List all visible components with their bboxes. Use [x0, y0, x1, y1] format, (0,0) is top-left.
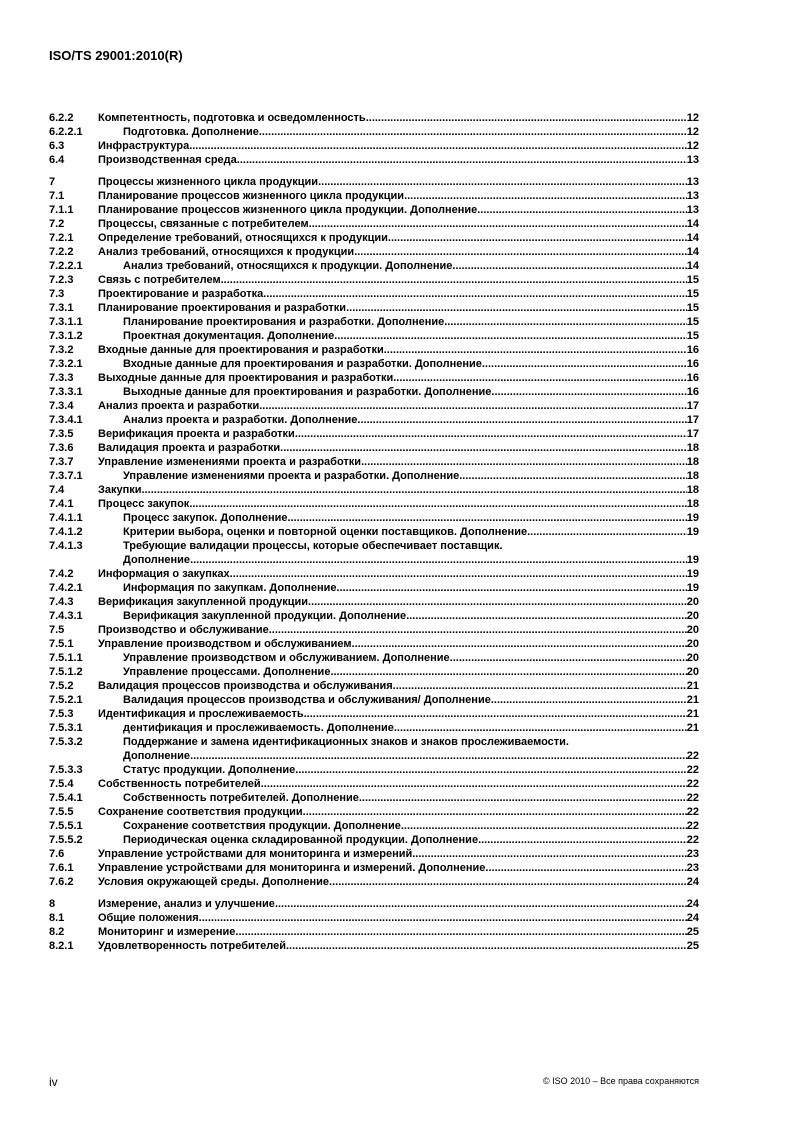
toc-entry-title: Планирование процессов жизненного цикла продукции. Дополнение — [98, 204, 478, 216]
dot-leader — [318, 175, 687, 189]
toc-entry-number: 7.4 — [49, 484, 65, 496]
toc-entry-number: 7 — [49, 176, 56, 188]
toc-entry-page: 19 — [686, 526, 699, 538]
toc-entry-page: 22 — [686, 750, 699, 762]
toc-entry-page: 15 — [686, 316, 699, 328]
toc-entry-number: 7.3.4.1 — [49, 414, 83, 426]
toc-entry-number: 7.3.1 — [49, 302, 74, 314]
toc-entry-number: 7.1 — [49, 190, 65, 202]
toc-entry-title: Процесс закупок — [98, 498, 190, 510]
toc-entry-number: 7.4.1 — [49, 498, 74, 510]
toc-entry-number: 7.5.1.2 — [49, 666, 83, 678]
toc-entry[interactable] — [49, 567, 699, 581]
toc-entry-page: 24 — [686, 898, 699, 910]
toc-entry-title-continued: Дополнение — [123, 750, 191, 762]
toc-entry-number: 7.4.1.1 — [49, 512, 83, 524]
dot-leader — [485, 861, 686, 875]
toc-entry-title: Собственность потребителей. Дополнение — [123, 792, 359, 804]
dot-leader — [303, 805, 687, 819]
toc-entry-page: 12 — [686, 140, 699, 152]
toc-entry-title: Управление устройствами для мониторинга и измерений — [98, 848, 413, 860]
toc-entry-title: Сохранение соответствия продукции. Дополнение — [123, 820, 401, 832]
toc-entry-number: 6.2.2.1 — [49, 126, 83, 138]
dot-leader — [450, 651, 687, 665]
toc-entry-number: 7.5.5.2 — [49, 834, 83, 846]
dot-leader — [275, 897, 687, 911]
toc-entry-title: Входные данные для проектирования и разработки. Дополнение — [123, 358, 482, 370]
toc-entry-title: Общие положения — [98, 912, 199, 924]
document-header: ISO/TS 29001:2010(R) — [49, 48, 183, 63]
dot-leader — [393, 679, 687, 693]
toc-entry-title: Поддержание и замена идентификационных знаков и знаков прослеживаемости. — [123, 736, 569, 748]
dot-leader — [527, 525, 687, 539]
toc-entry-number: 7.6.2 — [49, 876, 74, 888]
toc-entry-number: 7.2.1 — [49, 232, 74, 244]
toc-entry[interactable] — [49, 525, 699, 539]
toc-entry[interactable] — [49, 287, 699, 301]
toc-entry-number: 7.4.2.1 — [49, 582, 83, 594]
toc-entry-page: 20 — [686, 638, 699, 650]
toc-entry-number: 7.2.2 — [49, 246, 74, 258]
toc-entry[interactable] — [49, 245, 699, 259]
toc-entry-page: 16 — [686, 344, 699, 356]
toc-entry[interactable] — [49, 791, 699, 805]
toc-entry[interactable] — [49, 399, 699, 413]
toc-entry-number: 7.2.2.1 — [49, 260, 83, 272]
toc-entry-page: 23 — [686, 848, 699, 860]
dot-leader — [309, 217, 687, 231]
toc-entry-title: Собственность потребителей — [98, 778, 261, 790]
copyright-notice: © ISO 2010 – Все права сохраняются — [542, 1076, 699, 1086]
toc-entry-title: Информация о закупках — [98, 568, 230, 580]
dot-leader — [334, 329, 686, 343]
dot-leader — [259, 125, 687, 139]
dot-leader — [261, 777, 687, 791]
dot-leader — [286, 939, 687, 953]
toc-entry-number: 8.2 — [49, 926, 65, 938]
dot-leader — [295, 763, 686, 777]
toc-entry-number: 7.3.1.2 — [49, 330, 83, 342]
dot-leader — [459, 469, 687, 483]
toc-entry-title: Подготовка. Дополнение — [123, 126, 259, 138]
toc-entry-number: 7.3.6 — [49, 442, 74, 454]
toc-entry-title: Производство и обслуживание — [98, 624, 269, 636]
toc-entry-title: Проектирование и разработка — [98, 288, 264, 300]
dot-leader — [280, 441, 687, 455]
toc-entry[interactable] — [49, 875, 699, 889]
toc-entry-number: 7.5.3.3 — [49, 764, 83, 776]
dot-leader — [190, 553, 687, 567]
toc-entry[interactable] — [49, 637, 699, 651]
toc-entry-page: 16 — [686, 358, 699, 370]
toc-entry-page: 15 — [686, 274, 699, 286]
toc-entry-page: 24 — [686, 876, 699, 888]
toc-entry[interactable] — [49, 651, 699, 665]
toc-entry-title: Процесс закупок. Дополнение — [123, 512, 288, 524]
toc-entry[interactable] — [49, 679, 699, 693]
toc-entry-number: 7.4.3.1 — [49, 610, 83, 622]
toc-entry-number: 7.5.1 — [49, 638, 74, 650]
toc-entry-title: Валидация проекта и разработки — [98, 442, 281, 454]
toc-entry-number: 7.5.3.1 — [49, 722, 83, 734]
toc-entry[interactable] — [49, 763, 699, 777]
toc-entry-number: 7.3.7 — [49, 456, 74, 468]
toc-entry-page: 14 — [686, 218, 699, 230]
toc-entry-page: 15 — [686, 302, 699, 314]
toc-entry-page: 20 — [686, 624, 699, 636]
toc-entry-title: Сохранение соответствия продукции — [98, 806, 303, 818]
toc-entry-number: 7.4.3 — [49, 596, 74, 608]
dot-leader — [406, 609, 687, 623]
toc-entry[interactable] — [49, 441, 699, 455]
dot-leader — [295, 427, 687, 441]
toc-entry-title: Управление изменениями проекта и разработки. Дополнение — [123, 470, 460, 482]
dot-leader — [361, 455, 687, 469]
toc-entry-number: 7.3.3.1 — [49, 386, 83, 398]
dot-leader — [393, 371, 687, 385]
toc-entry-number: 7.5.4.1 — [49, 792, 83, 804]
toc-entry-page: 13 — [686, 154, 699, 166]
toc-entry-title: Планирование процессов жизненного цикла продукции — [98, 190, 405, 202]
toc-entry-title: Проектная документация. Дополнение — [123, 330, 335, 342]
toc-entry-number: 7.3 — [49, 288, 65, 300]
dot-leader — [401, 819, 687, 833]
toc-entry-title: Анализ требований, относящихся к продукции. Дополнение — [123, 260, 453, 272]
toc-entry-number: 6.4 — [49, 154, 65, 166]
dot-leader — [452, 259, 686, 273]
toc-entry-page: 21 — [686, 708, 699, 720]
toc-entry-number: 7.3.4 — [49, 400, 74, 412]
dot-leader — [412, 847, 687, 861]
toc-entry-number: 8.2.1 — [49, 940, 74, 952]
toc-entry-title: Статус продукции. Дополнение — [123, 764, 296, 776]
toc-entry[interactable] — [49, 139, 699, 153]
toc-entry-title: Анализ проекта и разработки. Дополнение — [123, 414, 358, 426]
toc-entry[interactable] — [49, 273, 699, 287]
toc-entry[interactable] — [49, 925, 699, 939]
toc-entry-number: 7.5.2 — [49, 680, 74, 692]
dot-leader — [142, 483, 687, 497]
dot-leader — [404, 189, 687, 203]
toc-entry-title: Управление изменениями проекта и разработки — [98, 456, 362, 468]
toc-entry[interactable] — [49, 897, 699, 911]
toc-entry-page: 22 — [686, 764, 699, 776]
dot-leader — [491, 385, 686, 399]
toc-entry-title: Анализ требований, относящихся к продукции — [98, 246, 355, 258]
toc-entry[interactable] — [49, 911, 699, 925]
toc-entry-number: 7.2 — [49, 218, 65, 230]
toc-entry-title: Управление производством и обслуживанием — [98, 638, 352, 650]
toc-entry-title: Производственная среда — [98, 154, 237, 166]
toc-entry-number: 7.4.1.2 — [49, 526, 83, 538]
toc-entry[interactable] — [49, 609, 699, 623]
toc-entry-number: 7.5.5 — [49, 806, 74, 818]
toc-entry-page: 25 — [686, 926, 699, 938]
toc-entry[interactable] — [49, 735, 699, 763]
toc-entry-number: 7.3.1.1 — [49, 316, 83, 328]
toc-entry-title: Входные данные для проектирования и разработки — [98, 344, 384, 356]
dot-leader — [444, 315, 687, 329]
toc-entry-number: 8.1 — [49, 912, 65, 924]
toc-entry-title: Определение требований, относящихся к продукции — [98, 232, 388, 244]
dot-leader — [199, 911, 687, 925]
dot-leader — [304, 707, 687, 721]
toc-entry-number: 7.3.2.1 — [49, 358, 83, 370]
toc-entry-number: 7.5.1.1 — [49, 652, 83, 664]
toc-entry[interactable] — [49, 329, 699, 343]
toc-entry-page: 17 — [686, 428, 699, 440]
toc-entry-title: Идентификация и прослеживаемость — [98, 708, 304, 720]
dot-leader — [384, 343, 687, 357]
dot-leader — [478, 833, 687, 847]
dot-leader — [221, 273, 687, 287]
toc-entry-title: дентификация и прослеживаемость. Дополнение — [123, 722, 394, 734]
toc-entry-number: 7.5.2.1 — [49, 694, 83, 706]
toc-entry-page: 21 — [686, 694, 699, 706]
toc-entry-page: 22 — [686, 778, 699, 790]
toc-entry-page: 21 — [686, 680, 699, 692]
toc-entry-page: 23 — [686, 862, 699, 874]
toc-entry-title: Закупки — [98, 484, 142, 496]
toc-entry-title: Планирование проектирования и разработки — [98, 302, 347, 314]
toc-entry-title: Компетентность, подготовка и осведомленность — [98, 112, 366, 124]
toc-entry[interactable] — [49, 469, 699, 483]
toc-entry-number: 7.4.2 — [49, 568, 74, 580]
toc-entry-title: Информация по закупкам. Дополнение — [123, 582, 337, 594]
toc-entry[interactable] — [49, 539, 699, 567]
toc-entry[interactable] — [49, 413, 699, 427]
toc-entry-page: 12 — [686, 126, 699, 138]
toc-entry-page: 17 — [686, 414, 699, 426]
toc-entry-page: 20 — [686, 596, 699, 608]
toc-entry-number: 7.3.5 — [49, 428, 74, 440]
dot-leader — [330, 665, 686, 679]
toc-entry-title: Процессы, связанные с потребителем — [98, 218, 309, 230]
toc-entry[interactable] — [49, 231, 699, 245]
dot-leader — [352, 637, 687, 651]
toc-entry-page: 19 — [686, 582, 699, 594]
toc-entry-page: 13 — [686, 176, 699, 188]
toc-entry-page: 19 — [686, 554, 699, 566]
toc-entry[interactable] — [49, 581, 699, 595]
toc-entry-title: Удовлетворенность потребителей — [98, 940, 286, 952]
dot-leader — [482, 357, 687, 371]
toc-entry-title: Управление производством и обслуживанием. Дополнение — [123, 652, 450, 664]
toc-entry-page: 22 — [686, 806, 699, 818]
toc-entry[interactable] — [49, 939, 699, 953]
toc-entry-page: 21 — [686, 722, 699, 734]
toc-entry-number: 7.5.4 — [49, 778, 74, 790]
toc-entry-page: 17 — [686, 400, 699, 412]
toc-entry-title: Управление устройствами для мониторинга и измерений. Дополнение — [98, 862, 486, 874]
toc-entry-page: 13 — [686, 204, 699, 216]
toc-entry-page: 12 — [686, 112, 699, 124]
toc-entry[interactable] — [49, 707, 699, 721]
dot-leader — [287, 511, 686, 525]
toc-entry[interactable] — [49, 595, 699, 609]
toc-entry-number: 7.3.3 — [49, 372, 74, 384]
toc-entry-page: 22 — [686, 792, 699, 804]
table-of-contents — [49, 111, 699, 953]
dot-leader — [388, 231, 687, 245]
toc-entry-title: Условия окружающей среды. Дополнение — [98, 876, 330, 888]
toc-entry[interactable] — [49, 511, 699, 525]
toc-entry-number: 7.2.3 — [49, 274, 74, 286]
toc-entry-page: 24 — [686, 912, 699, 924]
dot-leader — [235, 925, 686, 939]
toc-entry-title: Мониторинг и измерение — [98, 926, 236, 938]
toc-entry[interactable] — [49, 189, 699, 203]
toc-entry-page: 19 — [686, 568, 699, 580]
dot-leader — [230, 567, 687, 581]
toc-entry-page: 15 — [686, 330, 699, 342]
toc-entry-page: 18 — [686, 442, 699, 454]
toc-entry-number: 7.1.1 — [49, 204, 74, 216]
page-number: iv — [49, 1075, 58, 1089]
toc-entry[interactable] — [49, 455, 699, 469]
toc-entry-page: 20 — [686, 610, 699, 622]
toc-entry-title: Процессы жизненного цикла продукции — [98, 176, 319, 188]
toc-entry[interactable] — [49, 259, 699, 273]
toc-entry-page: 14 — [686, 232, 699, 244]
toc-entry-page: 16 — [686, 386, 699, 398]
toc-entry-number: 7.5.5.1 — [49, 820, 83, 832]
toc-entry[interactable] — [49, 153, 699, 167]
toc-entry-page: 22 — [686, 820, 699, 832]
toc-entry-number: 7.5 — [49, 624, 65, 636]
dot-leader — [237, 153, 687, 167]
toc-entry-page: 13 — [686, 190, 699, 202]
dot-leader — [357, 413, 686, 427]
dot-leader — [189, 139, 687, 153]
toc-entry[interactable] — [49, 343, 699, 357]
dot-leader — [354, 245, 687, 259]
dot-leader — [189, 497, 686, 511]
toc-entry-page: 15 — [686, 288, 699, 300]
toc-entry[interactable] — [49, 819, 699, 833]
toc-entry[interactable] — [49, 805, 699, 819]
toc-entry[interactable] — [49, 693, 699, 707]
toc-entry[interactable] — [49, 861, 699, 875]
toc-entry[interactable] — [49, 315, 699, 329]
toc-entry[interactable] — [49, 371, 699, 385]
dot-leader — [337, 581, 687, 595]
toc-entry-number: 7.6 — [49, 848, 65, 860]
toc-entry-page: 20 — [686, 652, 699, 664]
dot-leader — [190, 749, 687, 763]
toc-entry-page: 18 — [686, 484, 699, 496]
toc-entry[interactable] — [49, 301, 699, 315]
toc-entry-page: 14 — [686, 260, 699, 272]
dot-leader — [477, 203, 687, 217]
dot-leader — [346, 301, 687, 315]
toc-entry-title: Инфраструктура — [98, 140, 190, 152]
toc-entry[interactable] — [49, 357, 699, 371]
toc-entry-title: Выходные данные для проектирования и разработки — [98, 372, 394, 384]
toc-entry-number: 7.6.1 — [49, 862, 74, 874]
dot-leader — [269, 623, 687, 637]
toc-entry-title: Требующие валидации процессы, которые обеспечивает поставщик. — [123, 540, 503, 552]
toc-entry[interactable] — [49, 483, 699, 497]
toc-entry[interactable] — [49, 623, 699, 637]
toc-entry-title: Планирование проектирования и разработки. Дополнение — [123, 316, 445, 328]
toc-entry-number: 6.3 — [49, 140, 65, 152]
toc-entry-title: Критерии выбора, оценки и повторной оценки поставщиков. Дополнение — [123, 526, 528, 538]
toc-entry-page: 18 — [686, 470, 699, 482]
toc-entry-number: 7.5.3.2 — [49, 736, 83, 748]
toc-entry-number: 7.4.1.3 — [49, 540, 83, 552]
toc-entry[interactable] — [49, 175, 699, 189]
toc-entry-page: 14 — [686, 246, 699, 258]
toc-entry[interactable] — [49, 721, 699, 735]
toc-entry-page: 16 — [686, 372, 699, 384]
toc-entry-title: Верификация закупленной продукции — [98, 596, 309, 608]
toc-entry-page: 22 — [686, 834, 699, 846]
toc-entry[interactable] — [49, 665, 699, 679]
dot-leader — [394, 721, 687, 735]
toc-entry-title: Управление процессами. Дополнение — [123, 666, 331, 678]
toc-entry-title: Верификация проекта и разработки — [98, 428, 295, 440]
dot-leader — [366, 111, 687, 125]
toc-entry[interactable] — [49, 217, 699, 231]
toc-entry-page: 19 — [686, 512, 699, 524]
dot-leader — [359, 791, 687, 805]
toc-entry-number: 7.3.7.1 — [49, 470, 83, 482]
toc-entry[interactable] — [49, 427, 699, 441]
toc-entry-page: 20 — [686, 666, 699, 678]
toc-entry-number: 8 — [49, 898, 56, 910]
toc-entry-title: Анализ проекта и разработки — [98, 400, 260, 412]
toc-entry[interactable] — [49, 497, 699, 511]
toc-entry-number: 6.2.2 — [49, 112, 74, 124]
dot-leader — [259, 399, 687, 413]
toc-entry[interactable] — [49, 111, 699, 125]
toc-entry[interactable] — [49, 125, 699, 139]
toc-entry-number: 7.5.3 — [49, 708, 74, 720]
toc-entry-title: Периодическая оценка складированной продукции. Дополнение — [123, 834, 479, 846]
toc-entry[interactable] — [49, 203, 699, 217]
dot-leader — [263, 287, 687, 301]
toc-entry[interactable] — [49, 385, 699, 399]
toc-entry-title: Выходные данные для проектирования и разработки. Дополнение — [123, 386, 492, 398]
toc-entry-number: 7.3.2 — [49, 344, 74, 356]
toc-entry[interactable] — [49, 833, 699, 847]
toc-entry-title: Измерение, анализ и улучшение — [98, 898, 275, 910]
toc-entry-title: Валидация процессов производства и обслуживания/ Дополнение — [123, 694, 491, 706]
toc-entry-title: Валидация процессов производства и обслуживания — [98, 680, 393, 692]
toc-entry-title: Верификация закупленной продукции. Дополнение — [123, 610, 407, 622]
toc-entry-page: 18 — [686, 498, 699, 510]
dot-leader — [308, 595, 687, 609]
toc-entry-page: 18 — [686, 456, 699, 468]
toc-entry-page: 25 — [686, 940, 699, 952]
dot-leader — [329, 875, 687, 889]
toc-entry[interactable] — [49, 777, 699, 791]
toc-entry[interactable] — [49, 847, 699, 861]
toc-entry-title: Связь с потребителем — [98, 274, 221, 286]
dot-leader — [491, 693, 687, 707]
toc-entry-title-continued: Дополнение — [123, 554, 191, 566]
